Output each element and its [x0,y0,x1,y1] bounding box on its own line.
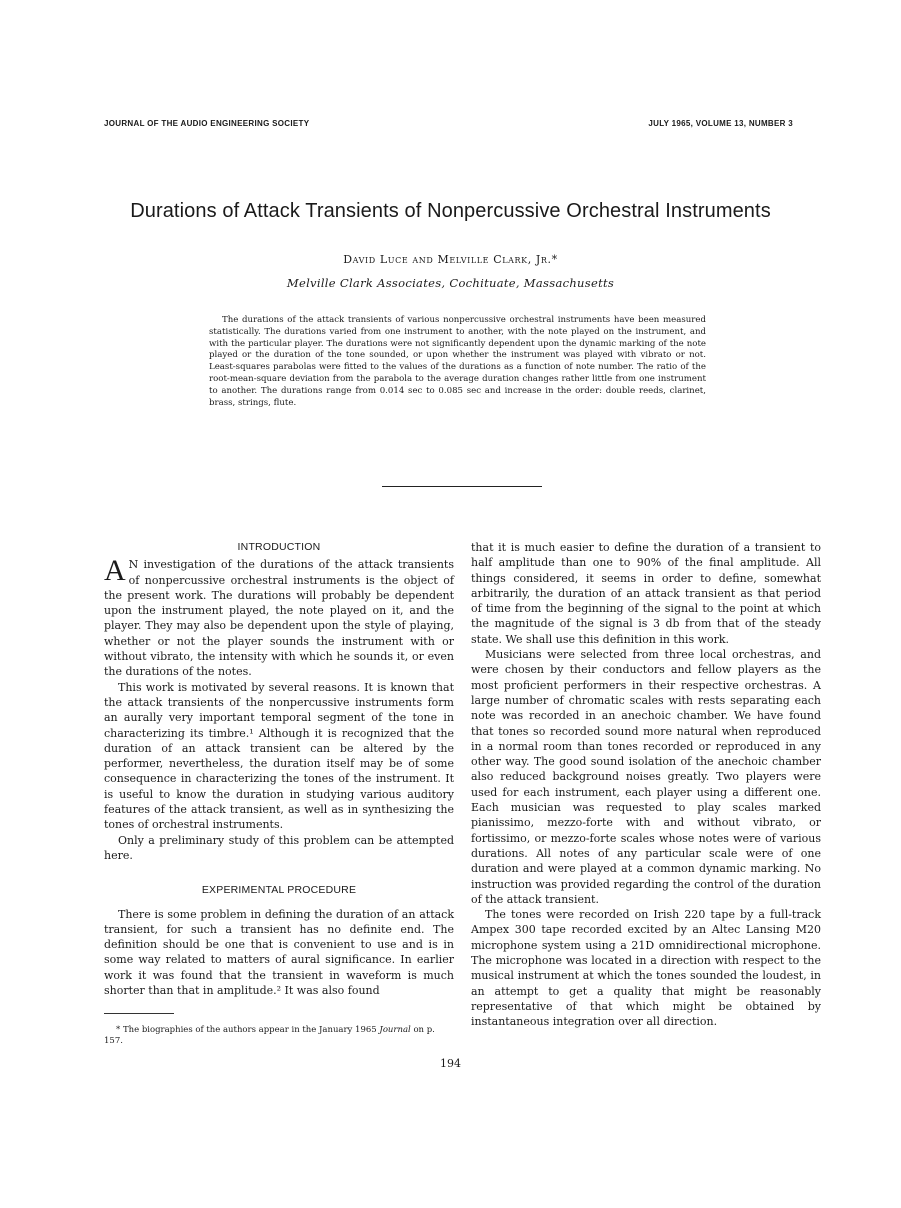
intro-paragraph-1 [104,554,454,679]
issue-info: JULY 1965, VOLUME 13, NUMBER 3 [648,119,793,128]
abstract-divider [382,486,542,487]
article-authors: David Luce and Melville Clark, Jr.* [343,253,558,266]
footnote-divider [104,1013,174,1014]
right-paragraph-1: that it is much easier to define the duration of a transient to half amplitude than one to 90% of the final amplitude. All things considered, it seems in order to define, somewhat arbitrarily, the duration of an attack transient as that period of time from the beginning of the signal to the point at which the magnitude of the signal is 3 db from that of the steady state. We shall use this definition in this work. [471,541,821,646]
intro-paragraph-2: This work is motivated by several reasons. It is known that the attack transients of the nonpercussive instruments form an aurally very important temporal segment of the tone in characterizing its timbre.¹ Although it is recognized that the duration of an attack transient can be altered by the performer, nevertheless, the duration itself may be of some consequence in characterizing the tones of the instrument. It is useful to know the duration in studying various auditory features of the attack transient, as well as in synthesizing the tones of orchestral instruments. [104,680,454,832]
right-paragraph-3: The tones were recorded on Irish 220 tape by a full-track Ampex 300 tape recorded excited by an Altec Lansing M20 microphone system using a 21D omnidirectional microphone. The microphone was located in a direction with respect to the musical instrument at which the tones sounded the loudest, in an attempt to get a quality that might be reasonably representative of that which might be obtained by instantaneous integration over all direction. [471,908,821,1029]
experimental-heading: EXPERIMENTAL PROCEDURE [201,884,357,897]
introduction-heading: INTRODUCTION [237,541,321,553]
abstract: The durations of the attack transients of various nonpercussive orchestral instruments have been measured statistically. The durations varied from one instrument to another, with the note played on the instrument, and with the particular player. The durations were not significantly dependent upon the dynamic marking of the note played or the duration of the tone sounded, or upon whether the instrument was played with vibrato or not. Least-squares parabolas were fitted to the values of the durations as a function of note number. The ratio of the root-mean-square deviation from the parabola to the average duration changes rather little from one instrument to another. The durations range from 0.014 sec to 0.085 sec and increase in the order: double reeds, clarinet, brass, strings, flute. [209,315,706,408]
footnote-tail: on p. 157. [104,1025,435,1046]
experimental-paragraph-1: There is some problem in defining the duration of an attack transient, for such a transient has no definite end. The definition should be one that is convenient to use and is in some way related to matters of aural significance. In earlier work it was found that the transient in waveform is much shorter than that in amplitude.² It was also found [104,907,454,998]
right-column [471,540,821,1030]
drop-cap: A [104,554,126,588]
intro-paragraph-3: Only a preliminary study of this problem can be attempted here. [104,833,454,862]
footnote-text: * The biographies of the authors appear in the January 1965 [116,1025,377,1035]
footnote [104,1025,454,1047]
journal-name: JOURNAL OF THE AUDIO ENGINEERING SOCIETY [104,119,310,128]
article-title: Durations of Attack Transients of Nonpercussive Orchestral Instruments [130,200,771,222]
left-column [104,540,454,998]
page-number: 194 [440,1057,461,1070]
right-paragraph-2: Musicians were selected from three local orchestras, and were chosen by their conductors and fellow players as the most proficient performers in their respective orchestras. A large number of chromatic scales with rests separating each note was recorded in an anechoic chamber. We have found that tones so recorded sound more natural when reproduced in a normal room than tones recorded or reproduced in any other way. The good sound isolation of the anechoic chamber also reduced background noises greatly. Two players were used for each instrument, each player using a different one. Each musician was requested to play scales marked pianissimo, mezzo-forte with and without vibrato, or fortissimo, or mezzo-forte scales whose notes were of various durations. All notes of any particular scale were of one duration and were played at a common dynamic marking. No instruction was provided regarding the control of the duration of the attack transient. [471,648,821,906]
author-affiliation: Melville Clark Associates, Cochituate, Massachusetts [286,276,615,290]
intro-paragraph-1-text: N investigation of the durations of the attack transients of nonpercussive orchestral instruments is the object of the present work. The durations will probably be dependent upon the instrument played, the note played on it, and the player. They may also be dependent upon the style of playing, whether or not the player sounds the instrument with or without vibrato, the intensity with which he sounds it, or even the durations of the notes. [104,558,454,679]
footnote-journal: Journal [379,1025,411,1035]
